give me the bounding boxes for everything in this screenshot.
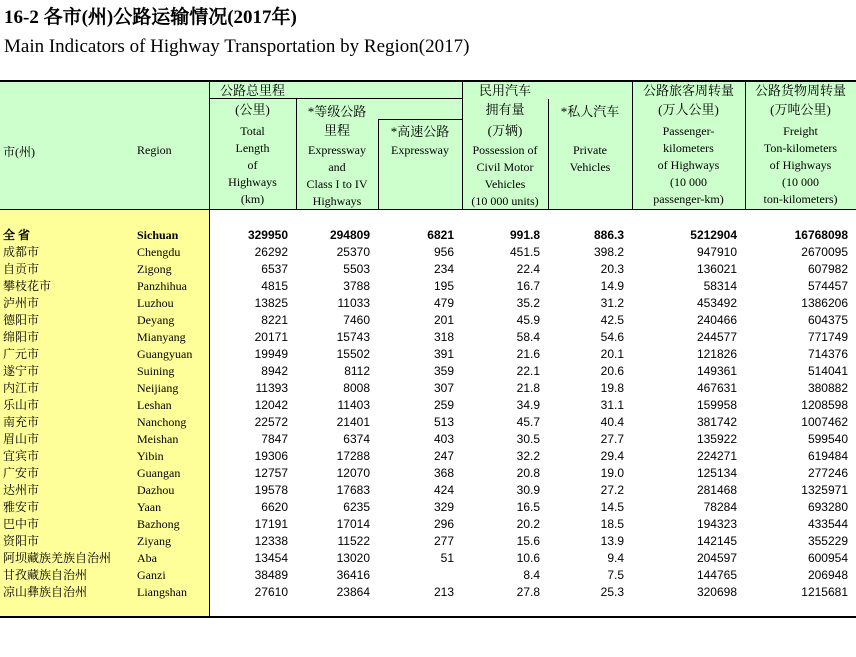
cell-expressway: 6821 — [427, 228, 454, 242]
cell-grade: 11522 — [337, 534, 370, 548]
cell-total: 12757 — [254, 466, 288, 480]
city-name-cn: 攀枝花市 — [3, 279, 52, 293]
region-name-en: Ziyang — [137, 534, 171, 548]
cell-total: 27610 — [254, 585, 288, 599]
table-row — [0, 516, 856, 533]
cell-total: 8221 — [261, 313, 288, 327]
header-line: Possession of — [472, 143, 538, 157]
cell-expressway: 424 — [433, 483, 454, 497]
table-row — [0, 380, 856, 397]
expressway-header-cn: *高速公路 — [390, 124, 450, 139]
cell-total: 20171 — [254, 330, 288, 344]
cell-vehicles: 21.6 — [516, 347, 540, 361]
cell-private: 9.4 — [607, 551, 624, 565]
cell-grade: 15502 — [336, 347, 370, 361]
grade-header-cn: *等级公路 — [307, 104, 367, 119]
region-name-en: Luzhou — [137, 296, 174, 310]
table-row-total — [0, 227, 856, 244]
cell-grade: 17683 — [336, 483, 370, 497]
highway-group-header: 公路总里程 — [219, 83, 285, 98]
cell-expressway: 956 — [433, 245, 454, 259]
expressway-header-en: Expressway — [391, 143, 449, 157]
region-name-en: Leshan — [137, 398, 172, 412]
vehicle-group-header: 民用汽车 — [478, 83, 531, 98]
cell-freight: 1325971 — [801, 483, 848, 497]
cell-passenger: 947910 — [696, 245, 737, 259]
table-row — [0, 346, 856, 363]
header-line: (km) — [240, 192, 265, 206]
cell-private: 398.2 — [593, 245, 624, 259]
cell-vehicles: 16.5 — [516, 500, 540, 514]
cell-expressway: 234 — [433, 262, 454, 276]
city-name-cn: 阿坝藏族羌族自治州 — [3, 551, 112, 565]
cell-total: 8942 — [261, 364, 288, 378]
header-line: of — [247, 158, 258, 172]
table-row — [0, 295, 856, 312]
table-row — [0, 567, 856, 584]
header-line: (10 000 — [670, 175, 707, 189]
cell-grade: 8112 — [344, 364, 370, 378]
cell-expressway: 277 — [433, 534, 454, 548]
cell-passenger: 78284 — [703, 500, 737, 514]
grade-header-cn2: 里程 — [323, 123, 350, 138]
cell-vehicles: 27.8 — [516, 585, 540, 599]
region-name-en: Ganzi — [137, 568, 166, 582]
cell-total: 12042 — [254, 398, 288, 412]
region-name-en: Guangyuan — [137, 347, 193, 361]
region-name-en: Mianyang — [137, 330, 186, 344]
header-line: Highways — [312, 194, 362, 208]
cell-grade: 7460 — [343, 313, 370, 327]
header-line: Class I to IV — [306, 177, 368, 191]
header-line: Vehicles — [484, 177, 526, 191]
city-name-cn: 成都市 — [3, 245, 40, 259]
region-name-en: Guangan — [137, 466, 181, 480]
passenger-unit: (万人公里) — [658, 102, 719, 117]
cell-passenger: 125134 — [696, 466, 737, 480]
cell-grade: 17014 — [336, 517, 370, 531]
cell-total: 19949 — [254, 347, 288, 361]
city-name-cn: 巴中市 — [3, 517, 40, 531]
cell-passenger: 204597 — [696, 551, 737, 565]
cell-private: 13.9 — [600, 534, 624, 548]
cell-private: 31.1 — [600, 398, 624, 412]
cell-total: 13454 — [254, 551, 288, 565]
header-line: Ton-kilometers — [763, 141, 838, 155]
cell-passenger: 240466 — [696, 313, 737, 327]
city-name-cn: 宜宾市 — [3, 449, 40, 463]
header-line: Length — [235, 141, 270, 155]
table-row — [0, 261, 856, 278]
cell-private: 14.5 — [600, 500, 624, 514]
grade-header-en — [296, 142, 378, 210]
cell-freight: 1386206 — [801, 296, 848, 310]
cell-private: 25.3 — [600, 585, 624, 599]
cell-total: 6537 — [261, 262, 288, 276]
cell-vehicles: 45.9 — [516, 313, 540, 327]
highway-unit: (公里) — [235, 102, 270, 117]
private-header-cn: *私人汽车 — [560, 104, 620, 119]
cell-grade: 21401 — [336, 415, 370, 429]
cell-freight: 355229 — [807, 534, 848, 548]
cell-freight: 693280 — [807, 500, 848, 514]
header-line: Passenger- — [662, 124, 715, 138]
cell-total: 19306 — [254, 449, 288, 463]
table-row — [0, 278, 856, 295]
table-row — [0, 550, 856, 567]
cell-grade: 6235 — [343, 500, 370, 514]
cell-grade: 15743 — [336, 330, 370, 344]
cell-expressway: 247 — [433, 449, 454, 463]
table-row — [0, 448, 856, 465]
cell-private: 20.6 — [600, 364, 624, 378]
header-line: kilometers — [663, 141, 714, 155]
region-name-en: Neijiang — [137, 381, 179, 395]
total-length-header — [209, 123, 296, 208]
cell-vehicles: 20.8 — [516, 466, 540, 480]
region-name-en: Zigong — [137, 262, 172, 276]
cell-freight: 714376 — [807, 347, 848, 361]
header-line: Private — [573, 143, 607, 157]
cell-total: 7847 — [261, 432, 288, 446]
cell-freight: 514041 — [807, 364, 848, 378]
cell-vehicles: 30.5 — [516, 432, 540, 446]
cell-private: 14.9 — [600, 279, 624, 293]
cell-expressway: 329 — [433, 500, 454, 514]
cell-total: 38489 — [254, 568, 288, 582]
city-name-cn: 全 省 — [3, 228, 31, 242]
region-name-en: Deyang — [137, 313, 175, 327]
cell-grade: 294809 — [329, 228, 370, 242]
city-name-cn: 凉山彝族自治州 — [3, 585, 88, 599]
header-line: (10 000 units) — [471, 194, 539, 208]
cell-vehicles: 10.6 — [516, 551, 540, 565]
cell-freight: 2670095 — [801, 245, 848, 259]
table-row — [0, 533, 856, 550]
cell-private: 20.3 — [600, 262, 624, 276]
region-name-en: Aba — [137, 551, 157, 565]
region-name-en: Nanchong — [137, 415, 187, 429]
table-row — [0, 397, 856, 414]
cell-grade: 36416 — [336, 568, 370, 582]
cell-grade: 12070 — [336, 466, 370, 480]
cell-freight: 574457 — [807, 279, 848, 293]
cell-private: 18.5 — [600, 517, 624, 531]
cell-private: 20.1 — [600, 347, 624, 361]
region-name-en: Chengdu — [137, 245, 181, 259]
cell-freight: 1208598 — [801, 398, 848, 412]
cell-vehicles: 22.4 — [516, 262, 540, 276]
cell-expressway: 213 — [433, 585, 454, 599]
region-header: Region — [137, 143, 172, 157]
cell-expressway: 359 — [433, 364, 454, 378]
cell-vehicles: 58.4 — [516, 330, 540, 344]
cell-total: 6620 — [261, 500, 288, 514]
city-name-cn: 自贡市 — [3, 262, 40, 276]
region-name-en: Liangshan — [137, 585, 187, 599]
table-row — [0, 363, 856, 380]
cell-grade: 13020 — [336, 551, 370, 565]
cell-grade: 6374 — [343, 432, 370, 446]
cell-freight: 206948 — [807, 568, 848, 582]
cell-passenger: 244577 — [696, 330, 737, 344]
cell-passenger: 121826 — [696, 347, 737, 361]
cell-private: 29.4 — [600, 449, 624, 463]
city-name-cn: 甘孜藏族自治州 — [3, 568, 88, 582]
cell-grade: 17288 — [336, 449, 370, 463]
city-name-cn: 达州市 — [3, 483, 40, 497]
city-header: 市(州) — [3, 145, 35, 159]
header-line: Freight — [783, 124, 818, 138]
freight-header-cn: 公路货物周转量 — [754, 83, 846, 98]
cell-passenger: 136021 — [696, 262, 737, 276]
cell-passenger: 281468 — [696, 483, 737, 497]
cell-freight: 1215681 — [801, 585, 848, 599]
header-line: of Highways — [769, 158, 832, 172]
cell-freight: 604375 — [807, 313, 848, 327]
city-name-cn: 广安市 — [3, 466, 40, 480]
cell-expressway: 368 — [433, 466, 454, 480]
cell-expressway: 51 — [440, 551, 454, 565]
cell-grade: 8008 — [343, 381, 370, 395]
cell-vehicles: 15.6 — [516, 534, 540, 548]
cell-vehicles: 30.9 — [516, 483, 540, 497]
cell-expressway: 513 — [433, 415, 454, 429]
cell-private: 19.0 — [600, 466, 624, 480]
cell-vehicles: 8.4 — [523, 568, 540, 582]
city-name-cn: 乐山市 — [3, 398, 40, 412]
cell-freight: 277246 — [807, 466, 848, 480]
cell-vehicles: 21.8 — [516, 381, 540, 395]
vehicle-header-en — [462, 142, 548, 210]
cell-freight: 600954 — [807, 551, 848, 565]
cell-total: 4815 — [261, 279, 288, 293]
cell-passenger: 5212904 — [690, 228, 737, 242]
region-name-en: Dazhou — [137, 483, 175, 497]
cell-private: 27.7 — [600, 432, 624, 446]
cell-vehicles: 32.2 — [516, 449, 540, 463]
table-row — [0, 329, 856, 346]
header-line: Highways — [228, 175, 277, 189]
header-line: Total — [240, 124, 265, 138]
table-row — [0, 244, 856, 261]
header-line: and — [328, 160, 346, 174]
cell-vehicles: 20.2 — [516, 517, 540, 531]
table-row — [0, 465, 856, 482]
cell-total: 13825 — [254, 296, 288, 310]
passenger-header-en — [632, 123, 745, 208]
vehicle-header-cn2: 拥有量 — [485, 102, 525, 117]
header-line: of Highways — [657, 158, 720, 172]
city-name-cn: 南充市 — [3, 415, 40, 429]
table-row — [0, 414, 856, 431]
cell-passenger: 144765 — [696, 568, 737, 582]
freight-unit: (万吨公里) — [770, 102, 831, 117]
cell-grade: 11403 — [337, 398, 370, 412]
cell-passenger: 320698 — [696, 585, 737, 599]
table-row — [0, 584, 856, 601]
cell-passenger: 453492 — [696, 296, 737, 310]
cell-freight: 16768098 — [794, 228, 848, 242]
header-divider — [378, 119, 462, 120]
region-name-en: Panzhihua — [137, 279, 187, 293]
cell-freight: 607982 — [807, 262, 848, 276]
cell-private: 27.2 — [600, 483, 624, 497]
cell-expressway: 403 — [433, 432, 454, 446]
table-row — [0, 482, 856, 499]
cell-vehicles: 34.9 — [516, 398, 540, 412]
city-name-cn: 广元市 — [3, 347, 40, 361]
city-name-cn: 德阳市 — [3, 313, 40, 327]
cell-passenger: 58314 — [703, 279, 737, 293]
header-line: Vehicles — [569, 160, 611, 174]
cell-grade: 5503 — [343, 262, 370, 276]
cell-expressway: 296 — [433, 517, 454, 531]
cell-total: 17191 — [254, 517, 288, 531]
header-bottom-rule — [0, 209, 856, 210]
cell-freight: 771749 — [807, 330, 848, 344]
cell-passenger: 194323 — [696, 517, 737, 531]
cell-freight: 1007462 — [801, 415, 848, 429]
city-name-cn: 内江市 — [3, 381, 40, 395]
cell-total: 11393 — [255, 381, 288, 395]
header-line: Civil Motor — [476, 160, 534, 174]
cell-vehicles: 45.7 — [516, 415, 540, 429]
cell-freight: 380882 — [807, 381, 848, 395]
region-name-en: Yaan — [137, 500, 162, 514]
cell-vehicles: 991.8 — [509, 228, 540, 242]
region-name-en: Sichuan — [137, 228, 179, 242]
cell-private: 7.5 — [607, 568, 624, 582]
table-row — [0, 431, 856, 448]
header-line: ton-kilometers) — [763, 192, 838, 206]
cell-total: 12338 — [254, 534, 288, 548]
cell-expressway: 479 — [433, 296, 454, 310]
cell-passenger: 224271 — [696, 449, 737, 463]
cell-expressway: 307 — [433, 381, 454, 395]
cell-grade: 11033 — [337, 296, 370, 310]
cell-passenger: 149361 — [696, 364, 737, 378]
region-name-en: Suining — [137, 364, 175, 378]
cell-passenger: 142145 — [696, 534, 737, 548]
cell-expressway: 201 — [433, 313, 454, 327]
city-name-cn: 遂宁市 — [3, 364, 40, 378]
table-row — [0, 312, 856, 329]
region-name-en: Meishan — [137, 432, 179, 446]
passenger-header-cn: 公路旅客周转量 — [642, 83, 734, 98]
cell-private: 42.5 — [600, 313, 624, 327]
cell-total: 26292 — [254, 245, 288, 259]
page-subtitle: Main Indicators of Highway Transportation by Region(2017) — [4, 36, 470, 57]
cell-expressway: 391 — [433, 347, 454, 361]
cell-total: 329950 — [247, 228, 288, 242]
cell-expressway: 318 — [433, 330, 454, 344]
freight-header-en — [745, 123, 856, 208]
cell-private: 54.6 — [600, 330, 624, 344]
cell-private: 40.4 — [600, 415, 624, 429]
cell-freight: 619484 — [807, 449, 848, 463]
header-line: passenger-km) — [653, 192, 724, 206]
bottom-rule — [0, 616, 856, 618]
cell-grade: 23864 — [336, 585, 370, 599]
private-header-en — [548, 142, 632, 176]
city-name-cn: 眉山市 — [3, 432, 40, 446]
header-line: Expressway — [308, 143, 366, 157]
region-name-en: Yibin — [137, 449, 164, 463]
cell-passenger: 159958 — [696, 398, 737, 412]
vehicle-unit: (万辆) — [487, 123, 523, 138]
cell-passenger: 381742 — [696, 415, 737, 429]
cell-grade: 3788 — [343, 279, 370, 293]
cell-freight: 599540 — [807, 432, 848, 446]
cell-grade: 25370 — [336, 245, 370, 259]
cell-expressway: 259 — [433, 398, 454, 412]
table-row — [0, 499, 856, 516]
cell-expressway: 195 — [433, 279, 454, 293]
cell-vehicles: 35.2 — [516, 296, 540, 310]
cell-freight: 433544 — [807, 517, 848, 531]
header-line: (10 000 — [782, 175, 819, 189]
city-name-cn: 绵阳市 — [3, 330, 40, 344]
cell-vehicles: 451.5 — [509, 245, 540, 259]
region-name-en: Bazhong — [137, 517, 180, 531]
cell-passenger: 135922 — [696, 432, 737, 446]
cell-private: 19.8 — [600, 381, 624, 395]
cell-total: 19578 — [254, 483, 288, 497]
city-name-cn: 泸州市 — [3, 296, 40, 310]
city-name-cn: 资阳市 — [3, 534, 40, 548]
cell-passenger: 467631 — [696, 381, 737, 395]
city-name-cn: 雅安市 — [3, 500, 40, 514]
cell-private: 31.2 — [600, 296, 624, 310]
cell-vehicles: 16.7 — [516, 279, 540, 293]
cell-private: 886.3 — [593, 228, 624, 242]
cell-vehicles: 22.1 — [516, 364, 540, 378]
cell-total: 22572 — [254, 415, 288, 429]
page-title: 16-2 各市(州)公路运输情况(2017年) — [4, 7, 297, 28]
